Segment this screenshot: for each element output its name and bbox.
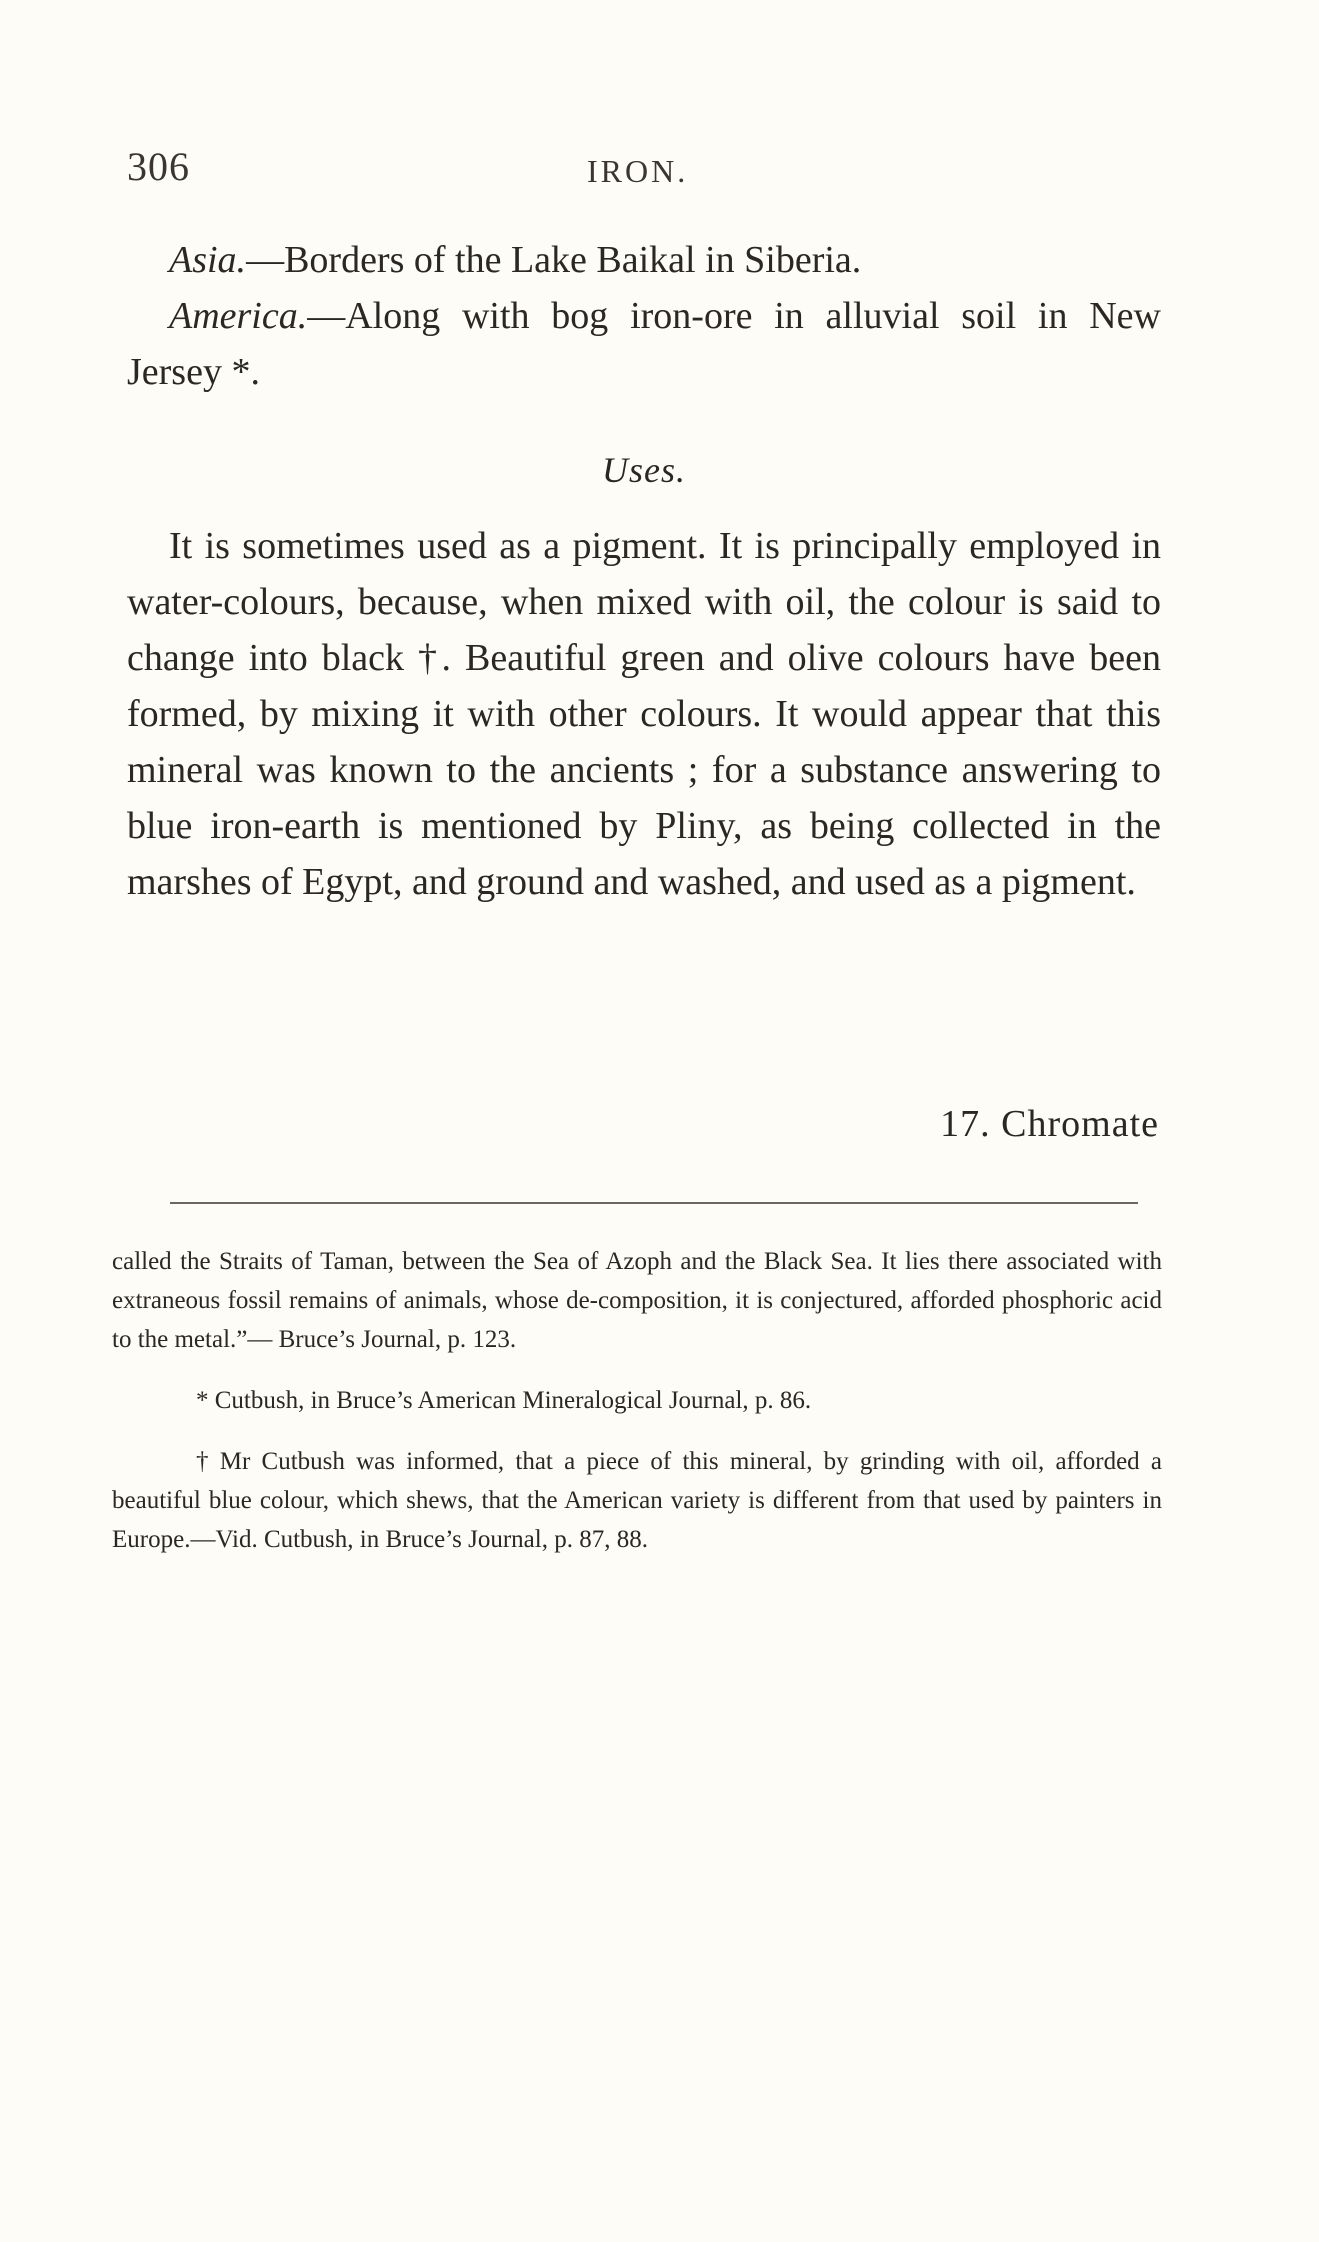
footnote-star-mark: *	[196, 1387, 209, 1414]
section-heading-uses: Uses.	[602, 450, 686, 490]
footnote-continuation: called the Straits of Taman, between the Sea of Azoph and the Black Sea. It lies there associated with extraneous fossil remains of animals, whose de-composition, it is conjectured, afforded phosphoric acid to the metal.”— Bruce’s Journal, p. 123.	[112, 1248, 1162, 1353]
footnote-dagger-mark: †	[196, 1448, 209, 1475]
next-section-heading: 17. Chromate	[940, 1103, 1159, 1145]
locality-asia	[127, 232, 1161, 288]
footnote-star-text: Cutbush, in Bruce’s American Mineralogical Journal, p. 86.	[214, 1387, 812, 1414]
locality-text: —Along with bog iron-ore in alluvial soil in New Jersey *.	[127, 295, 1161, 393]
page-header	[127, 143, 1167, 193]
uses-paragraph: It is sometimes used as a pigment. It is principally employed in water-colours, because, when mixed with oil, the colour is said to change into black †. Beautiful green and olive colours have been formed, by mixing it with other colours. It would appear that this mineral was known to the ancients ; for a substance answering to blue iron-earth is mentioned by Pliny, as being collected in the marshes of Egypt, and ground and washed, and used as a pigment.	[127, 525, 1161, 903]
locality-america	[127, 288, 1161, 400]
locality-place: America.	[169, 295, 308, 337]
page-number: 306	[127, 144, 190, 189]
footnote-dagger-text: Mr Cutbush was informed, that a piece of this mineral, by grinding with oil, afforded a beautiful blue colour, which shews, that the American variety is different from that used by painters in Europe.—Vid. Cutbush, in Bruce’s Journal, p. 87, 88.	[112, 1448, 1162, 1553]
footnote-star	[112, 1381, 1162, 1420]
locality-text: —Borders of the Lake Baikal in Siberia.	[246, 239, 862, 281]
running-head: IRON.	[587, 153, 689, 189]
footnotes	[112, 1242, 1162, 1559]
footnote-dagger	[112, 1442, 1162, 1559]
locality-place: Asia.	[169, 239, 247, 281]
footnote-rule	[170, 1202, 1138, 1204]
